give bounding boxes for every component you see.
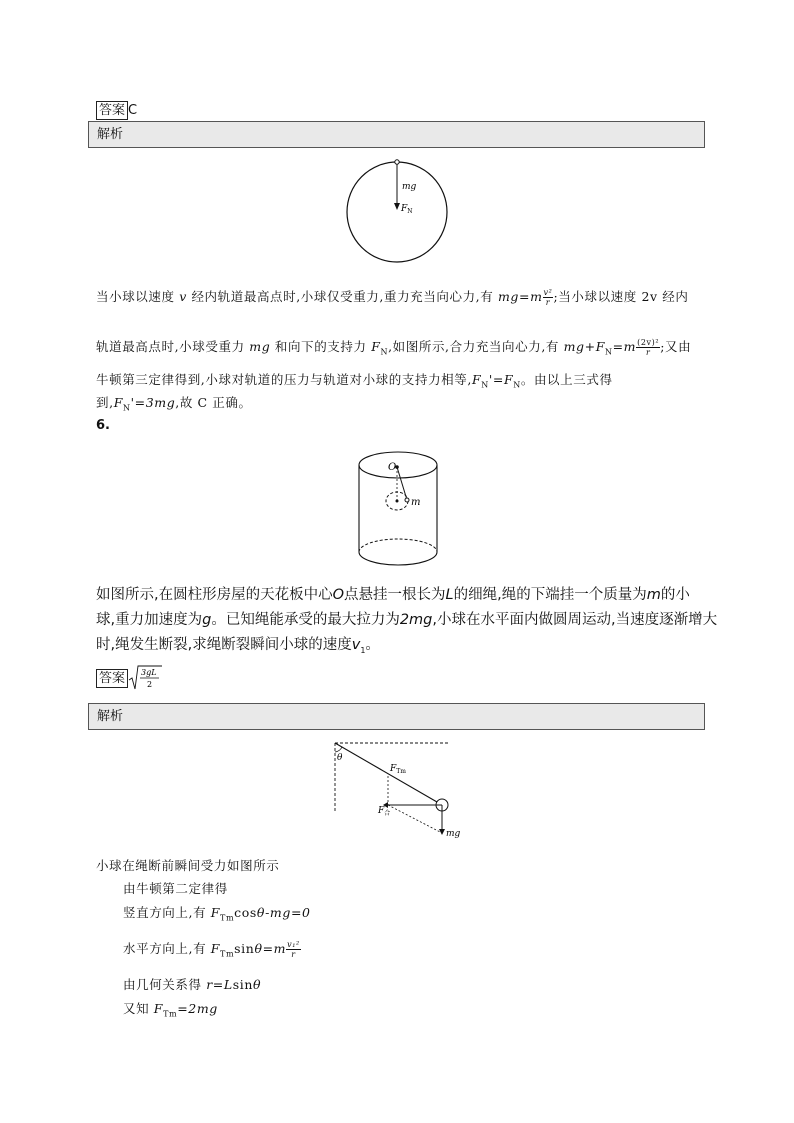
label-theta: θ bbox=[337, 753, 343, 763]
ball bbox=[395, 160, 399, 164]
label-o: O bbox=[388, 462, 397, 473]
question-line-1: 如图所示,在圆柱形房屋的天花板中心O点悬挂一根长为L的细绳,绳的下端挂一个质量为m的小 bbox=[96, 587, 690, 603]
ball bbox=[405, 498, 409, 502]
label-fn: $F_N$ bbox=[401, 204, 413, 215]
cylinder-top bbox=[359, 452, 437, 478]
svg-text:2: 2 bbox=[147, 680, 153, 689]
cylinder-bottom-back bbox=[359, 539, 437, 552]
analysis-line-4: 到$,F_N'=3mg$,故 C 正确。 bbox=[96, 395, 252, 413]
analysis-bar-2 bbox=[88, 703, 705, 730]
cylinder-room-figure bbox=[350, 448, 446, 572]
analysis-bar-1 bbox=[88, 121, 705, 148]
cylinder-bottom-front bbox=[359, 552, 437, 565]
sqrt-answer bbox=[128, 665, 162, 691]
analysis-line-2: 轨道最高点时,小球受重力 mg 和向下的支持力 $F_N$,如图所示,合力充当向心力,有 $mg+F_N=m$ $\frac{\text{(2v)²}}{r}$ ;又由 bbox=[96, 338, 692, 357]
label-fhe: $F_合$ bbox=[378, 806, 391, 817]
solution-line-1: 小球在绳断前瞬间受力如图所示 bbox=[96, 858, 280, 873]
fraction: $\frac{\text{v²}}{r}$ bbox=[543, 288, 553, 307]
circle-track-figure bbox=[340, 155, 455, 265]
question-line-3: 时,绳发生断裂,求绳断裂瞬间小球的速度$v_1$。 bbox=[96, 637, 380, 655]
analysis-line-3: 牛顿第三定律得到,小球对轨道的压力与轨道对小球的支持力相等$,F_N'=F_N$。由以上三式得 bbox=[96, 372, 613, 390]
label-m: m bbox=[411, 497, 421, 508]
question-number: 6. bbox=[96, 418, 110, 433]
solution-line-2: 由牛顿第二定律得 bbox=[123, 881, 228, 896]
label-ftm: $F_{Tm}$ bbox=[390, 764, 406, 775]
arrow-head-icon bbox=[439, 829, 445, 835]
question-line-2: 球,重力加速度为g。已知绳能承受的最大拉力为2mg,小球在水平面内做圆周运动,当速度逐渐增大 bbox=[96, 612, 718, 628]
analysis-label: 解析 bbox=[97, 709, 124, 724]
answer-row-2 bbox=[96, 665, 162, 691]
answer-label: 答案 bbox=[96, 669, 128, 688]
solution-line-5: 由几何关系得 r=Lsinθ bbox=[123, 977, 262, 992]
answer-label: 答案 bbox=[96, 101, 128, 120]
arrow-head-icon bbox=[394, 203, 400, 210]
label-mg: mg bbox=[402, 182, 417, 192]
force-diagram-figure bbox=[330, 738, 460, 843]
svg-text:3gL: 3gL bbox=[141, 668, 157, 677]
analysis-label: 解析 bbox=[97, 127, 124, 142]
analysis-line-1: 当小球以速度 v 经内轨道最高点时,小球仅受重力,重力充当向心力,有 mg=m $\frac{\text{v²}}{r}$ ;当小球以速度 2v 经内 bbox=[96, 288, 689, 307]
answer-row-1 bbox=[96, 99, 137, 120]
fraction: $\frac{\text{v₁²}}{r}$ bbox=[287, 940, 300, 959]
answer-value: C bbox=[128, 103, 138, 118]
solution-line-6: 又知 $F_{Tm}=2mg$ bbox=[123, 1001, 218, 1019]
rope-line bbox=[335, 743, 437, 802]
solution-line-3: 竖直方向上,有 $F_{Tm}\cos\theta-mg=0$ bbox=[123, 905, 311, 923]
fraction: $\frac{\text{(2v)²}}{r}$ bbox=[637, 338, 660, 357]
label-mg: mg bbox=[446, 829, 460, 839]
solution-line-4: 水平方向上,有 $F_{Tm}\sin\theta=m$ $\frac{\text{v₁²}}{r}$ bbox=[123, 940, 300, 959]
